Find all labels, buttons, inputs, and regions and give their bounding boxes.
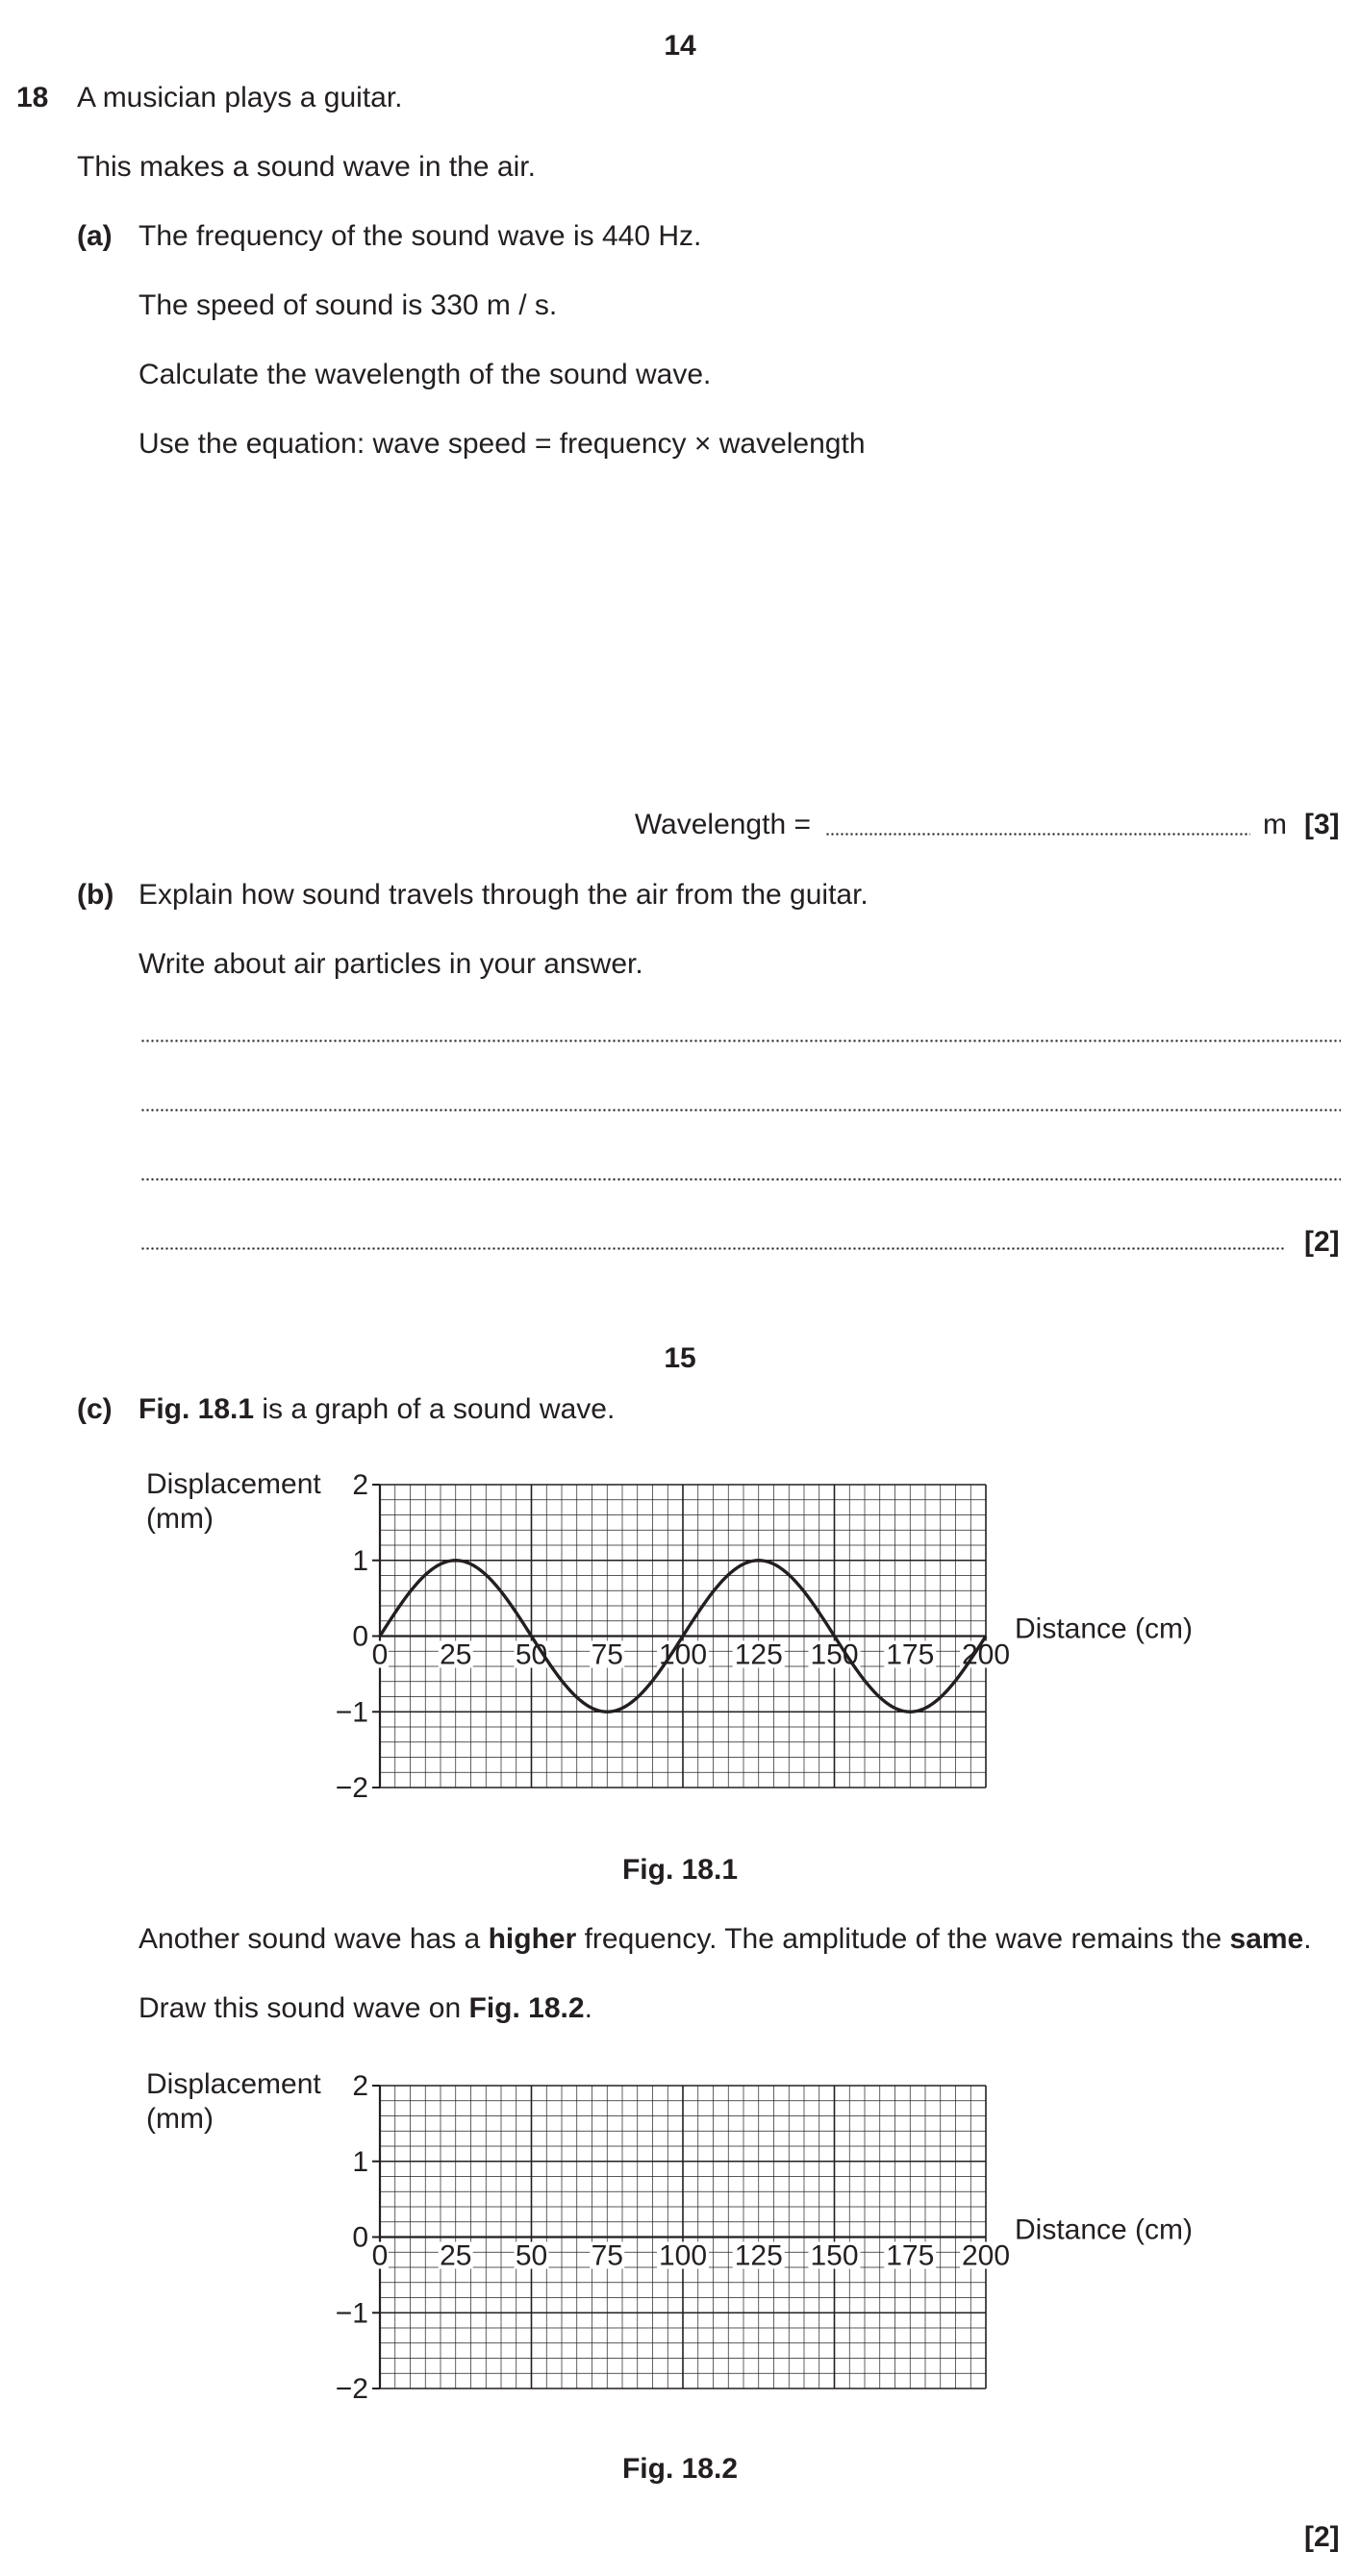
x-tick-label: 150: [810, 2239, 859, 2272]
y-tick-label: 2: [352, 2070, 368, 2102]
x-axis-label: Distance (cm): [1015, 2213, 1194, 2246]
y-tick-label: 1: [352, 1544, 368, 1577]
marks: [2]: [1304, 2521, 1340, 2553]
x-tick-label: 200: [961, 1638, 1011, 1671]
x-tick-label: 200: [961, 2239, 1011, 2272]
x-tick-label: 50: [515, 1638, 548, 1671]
intro-line: A musician plays a guitar.: [77, 82, 403, 113]
instruction-text: Another sound wave has a higher frequency. The amplitude of the wave remains the same.: [139, 1923, 1312, 1955]
question-text: Fig. 18.1 is a graph of a sound wave.: [139, 1393, 616, 1425]
y-tick-label: −1: [335, 2297, 368, 2330]
y-tick-label: 0: [352, 2221, 368, 2254]
y-axis-label: Displacement: [146, 1468, 321, 1500]
x-tick-label: 25: [440, 1638, 472, 1671]
y-tick-label: −1: [335, 1696, 368, 1729]
y-axis-unit: (mm): [146, 2103, 214, 2135]
instruction-text: Draw this sound wave on Fig. 18.2.: [139, 1992, 592, 2024]
x-tick-label: 125: [734, 2239, 783, 2272]
x-tick-label: 175: [886, 2239, 935, 2272]
x-tick-label: 25: [440, 2239, 472, 2272]
intro-line: This makes a sound wave in the air.: [77, 151, 536, 183]
y-tick-label: −2: [335, 2373, 368, 2405]
y-axis-unit: (mm): [146, 1503, 214, 1535]
question-number: 18: [16, 82, 49, 113]
question-text: The speed of sound is 330 m / s.: [139, 289, 558, 321]
y-tick-label: 1: [352, 2145, 368, 2178]
chart-2: [336, 2070, 1193, 2405]
chart-1: [336, 1469, 1193, 1804]
x-tick-label: 100: [658, 1638, 708, 1671]
x-tick-label: 0: [371, 1638, 389, 1671]
x-tick-label: 100: [658, 2239, 708, 2272]
equation-text: Use the equation: wave speed = frequency × wavelength: [139, 428, 866, 460]
part-label: (c): [77, 1393, 113, 1425]
part-label: (b): [77, 879, 114, 911]
page-number: 14: [664, 30, 696, 62]
y-axis-label: Displacement: [146, 2068, 321, 2100]
x-tick-label: 125: [734, 1638, 783, 1671]
x-tick-label: 0: [371, 2239, 389, 2272]
figure-caption: Fig. 18.2: [621, 2453, 739, 2485]
x-tick-label: 75: [591, 2239, 623, 2272]
answer-unit: m: [1263, 809, 1287, 840]
marks: [2]: [1304, 1226, 1340, 1258]
question-text: Calculate the wavelength of the sound wave.: [139, 359, 712, 390]
figure-caption: Fig. 18.1: [621, 1854, 739, 1886]
question-text: The frequency of the sound wave is 440 Hz.: [139, 220, 702, 252]
x-tick-label: 75: [591, 1638, 623, 1671]
question-text: Write about air particles in your answer.: [139, 948, 643, 980]
x-axis-label: Distance (cm): [1015, 1613, 1194, 1645]
question-text: Explain how sound travels through the air from the guitar.: [139, 879, 869, 911]
x-tick-label: 50: [515, 2239, 548, 2272]
y-tick-label: 2: [352, 1469, 368, 1501]
answer-label: Wavelength =: [634, 809, 811, 840]
y-tick-label: 0: [352, 1620, 368, 1653]
part-label: (a): [77, 220, 113, 252]
marks: [3]: [1304, 809, 1340, 840]
page-number: 15: [664, 1342, 696, 1374]
y-tick-label: −2: [335, 1772, 368, 1804]
x-tick-label: 175: [886, 1638, 935, 1671]
x-tick-label: 150: [810, 1638, 859, 1671]
figure-reference: Fig. 18.1: [139, 1393, 255, 1425]
